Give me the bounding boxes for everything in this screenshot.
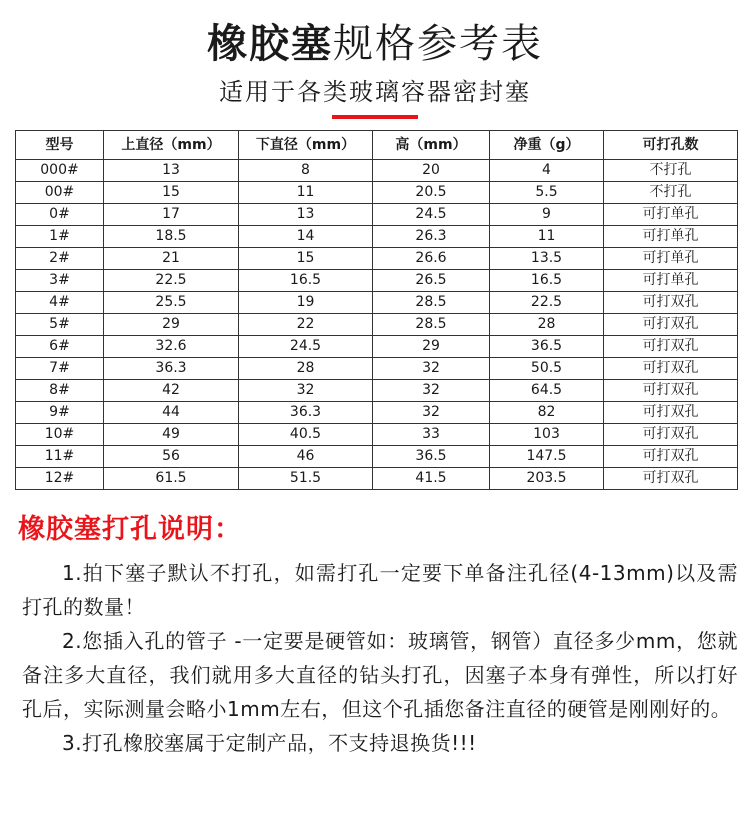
cell-net-weight: 50.5: [490, 358, 604, 380]
cell-net-weight: 28: [490, 314, 604, 336]
table-row: [16, 380, 738, 402]
cell-top-diameter: 21: [104, 248, 239, 270]
accent-divider: [332, 115, 418, 119]
cell-hole-count: 可打双孔: [604, 380, 738, 402]
cell-model: 7#: [16, 358, 104, 380]
cell-height: 26.5: [373, 270, 490, 292]
cell-height: 33: [373, 424, 490, 446]
table-body: [16, 160, 738, 490]
header-net-weight: 净重（g）: [490, 131, 604, 160]
table-row: [16, 248, 738, 270]
cell-top-diameter: 42: [104, 380, 239, 402]
cell-hole-count: 不打孔: [604, 160, 738, 182]
cell-model: 1#: [16, 226, 104, 248]
cell-top-diameter: 32.6: [104, 336, 239, 358]
cell-height: 41.5: [373, 468, 490, 490]
cell-hole-count: 可打双孔: [604, 446, 738, 468]
instruction-item: 1.拍下塞子默认不打孔，如需打孔一定要下单备注孔径(4-13mm)以及需打孔的数量！: [22, 561, 738, 619]
cell-hole-count: 可打单孔: [604, 204, 738, 226]
cell-bottom-diameter: 40.5: [239, 424, 373, 446]
header-model: 型号: [16, 131, 104, 160]
cell-bottom-diameter: 13: [239, 204, 373, 226]
table-row: [16, 160, 738, 182]
header-hole-count: 可打孔数: [604, 131, 738, 160]
cell-net-weight: 36.5: [490, 336, 604, 358]
cell-net-weight: 147.5: [490, 446, 604, 468]
cell-hole-count: 可打双孔: [604, 424, 738, 446]
cell-model: 2#: [16, 248, 104, 270]
cell-height: 32: [373, 402, 490, 424]
cell-height: 26.6: [373, 248, 490, 270]
cell-top-diameter: 13: [104, 160, 239, 182]
cell-net-weight: 22.5: [490, 292, 604, 314]
header-height: 高（mm）: [373, 131, 490, 160]
cell-top-diameter: 36.3: [104, 358, 239, 380]
cell-bottom-diameter: 11: [239, 182, 373, 204]
cell-model: 4#: [16, 292, 104, 314]
cell-bottom-diameter: 19: [239, 292, 373, 314]
table-row: [16, 270, 738, 292]
cell-model: 10#: [16, 424, 104, 446]
table-row: [16, 468, 738, 490]
table-row: [16, 336, 738, 358]
cell-net-weight: 203.5: [490, 468, 604, 490]
cell-height: 20: [373, 160, 490, 182]
instructions-list: [22, 556, 738, 760]
cell-net-weight: 11: [490, 226, 604, 248]
table-header-row: [16, 131, 738, 160]
instructions-title: 橡胶塞打孔说明：: [18, 514, 242, 545]
cell-top-diameter: 29: [104, 314, 239, 336]
header-bottom-diameter: 下直径（mm）: [239, 131, 373, 160]
cell-height: 29: [373, 336, 490, 358]
instruction-item: 2.您插入孔的管子 -一定要是硬管如：玻璃管，钢管）直径多少mm，您就备注多大直径，我们就用多大直径的钻头打孔，因塞子本身有弹性，所以打好孔后，实际测量会略小1mm左右，但这个孔插您备注直径的硬管是刚刚好的。: [22, 629, 738, 721]
cell-height: 20.5: [373, 182, 490, 204]
cell-bottom-diameter: 22: [239, 314, 373, 336]
table-row: [16, 226, 738, 248]
table-row: [16, 314, 738, 336]
cell-net-weight: 5.5: [490, 182, 604, 204]
table-row: [16, 292, 738, 314]
cell-bottom-diameter: 24.5: [239, 336, 373, 358]
cell-model: 00#: [16, 182, 104, 204]
cell-net-weight: 4: [490, 160, 604, 182]
cell-bottom-diameter: 16.5: [239, 270, 373, 292]
cell-bottom-diameter: 46: [239, 446, 373, 468]
cell-height: 28.5: [373, 292, 490, 314]
cell-model: 3#: [16, 270, 104, 292]
table-row: [16, 446, 738, 468]
table-row: [16, 182, 738, 204]
spec-table: [15, 130, 738, 490]
page-subtitle: 适用于各类玻璃容器密封塞: [219, 78, 531, 106]
instruction-item: 3.打孔橡胶塞属于定制产品，不支持退换货!!!: [62, 731, 477, 755]
table-row: [16, 424, 738, 446]
cell-bottom-diameter: 51.5: [239, 468, 373, 490]
cell-net-weight: 13.5: [490, 248, 604, 270]
table-row: [16, 204, 738, 226]
cell-model: 0#: [16, 204, 104, 226]
cell-top-diameter: 22.5: [104, 270, 239, 292]
cell-hole-count: 可打双孔: [604, 292, 738, 314]
page-title: [0, 14, 750, 74]
cell-height: 36.5: [373, 446, 490, 468]
cell-hole-count: 不打孔: [604, 182, 738, 204]
cell-hole-count: 可打双孔: [604, 358, 738, 380]
cell-bottom-diameter: 14: [239, 226, 373, 248]
cell-hole-count: 可打双孔: [604, 314, 738, 336]
cell-height: 24.5: [373, 204, 490, 226]
cell-bottom-diameter: 32: [239, 380, 373, 402]
cell-top-diameter: 56: [104, 446, 239, 468]
cell-hole-count: 可打单孔: [604, 270, 738, 292]
cell-net-weight: 16.5: [490, 270, 604, 292]
title-rest: 规格参考表: [333, 21, 543, 67]
cell-bottom-diameter: 36.3: [239, 402, 373, 424]
cell-net-weight: 9: [490, 204, 604, 226]
title-strong: 橡胶塞: [207, 21, 333, 67]
cell-height: 32: [373, 380, 490, 402]
cell-height: 28.5: [373, 314, 490, 336]
header-top-diameter: 上直径（mm）: [104, 131, 239, 160]
cell-net-weight: 103: [490, 424, 604, 446]
cell-height: 32: [373, 358, 490, 380]
cell-net-weight: 82: [490, 402, 604, 424]
cell-bottom-diameter: 28: [239, 358, 373, 380]
cell-hole-count: 可打双孔: [604, 402, 738, 424]
table-row: [16, 402, 738, 424]
cell-net-weight: 64.5: [490, 380, 604, 402]
cell-top-diameter: 49: [104, 424, 239, 446]
cell-bottom-diameter: 15: [239, 248, 373, 270]
cell-model: 000#: [16, 160, 104, 182]
cell-bottom-diameter: 8: [239, 160, 373, 182]
cell-top-diameter: 17: [104, 204, 239, 226]
cell-model: 11#: [16, 446, 104, 468]
cell-hole-count: 可打单孔: [604, 226, 738, 248]
cell-model: 9#: [16, 402, 104, 424]
cell-top-diameter: 25.5: [104, 292, 239, 314]
cell-top-diameter: 18.5: [104, 226, 239, 248]
cell-model: 8#: [16, 380, 104, 402]
cell-model: 12#: [16, 468, 104, 490]
cell-top-diameter: 15: [104, 182, 239, 204]
table-row: [16, 358, 738, 380]
cell-hole-count: 可打双孔: [604, 336, 738, 358]
cell-model: 5#: [16, 314, 104, 336]
cell-top-diameter: 44: [104, 402, 239, 424]
cell-model: 6#: [16, 336, 104, 358]
cell-top-diameter: 61.5: [104, 468, 239, 490]
cell-hole-count: 可打单孔: [604, 248, 738, 270]
cell-hole-count: 可打双孔: [604, 468, 738, 490]
cell-height: 26.3: [373, 226, 490, 248]
